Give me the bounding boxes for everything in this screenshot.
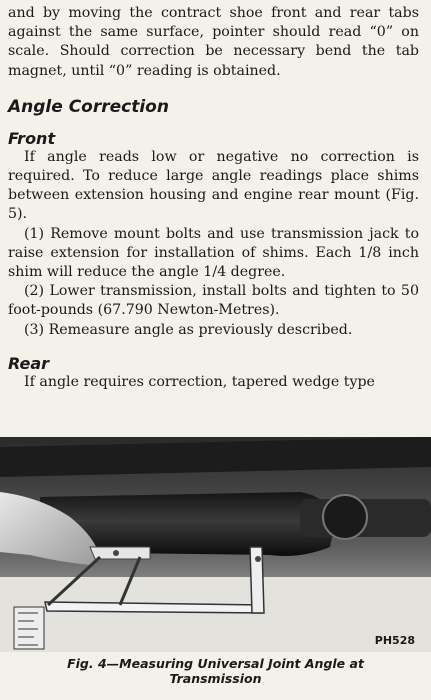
front-paragraph: If angle reads low or negative no correction is required. To reduce large angle readings place shims between extension housing and engine rear mount (Fig. 5).: [8, 148, 419, 223]
document-page: [8, 4, 419, 392]
figure-caption: [0, 656, 431, 686]
intro-paragraph: and by moving the contract shoe front and rear tabs against the same surface, pointer should read “0” on scale. Should correction be necessary bend the tab magnet, until “0” reading is obtained.: [8, 5, 419, 79]
caption-line-2: Transmission: [169, 671, 262, 686]
front-step-2: (2) Lower transmission, install bolts and tighten to 50 foot-pounds (67.790 Newton-Metres).: [8, 283, 419, 319]
transmission-photo: [0, 437, 431, 652]
rear-heading: Rear: [8, 353, 50, 373]
figure-photo: [0, 437, 431, 652]
front-heading: Front: [8, 128, 56, 148]
figure-code: PH528: [374, 634, 415, 647]
front-step-3: (3) Remeasure angle as previously described.: [24, 321, 353, 338]
front-step-1: (1) Remove mount bolts and use transmission jack to raise extension for installation of shims. Each 1/8 inch shim will reduce the angle 1/4 degree.: [8, 225, 419, 281]
rear-paragraph: If angle requires correction, tapered wedge type: [24, 373, 375, 390]
section-heading: Angle Correction: [8, 96, 169, 117]
caption-line-1: Fig. 4—Measuring Universal Joint Angle at: [67, 656, 364, 671]
